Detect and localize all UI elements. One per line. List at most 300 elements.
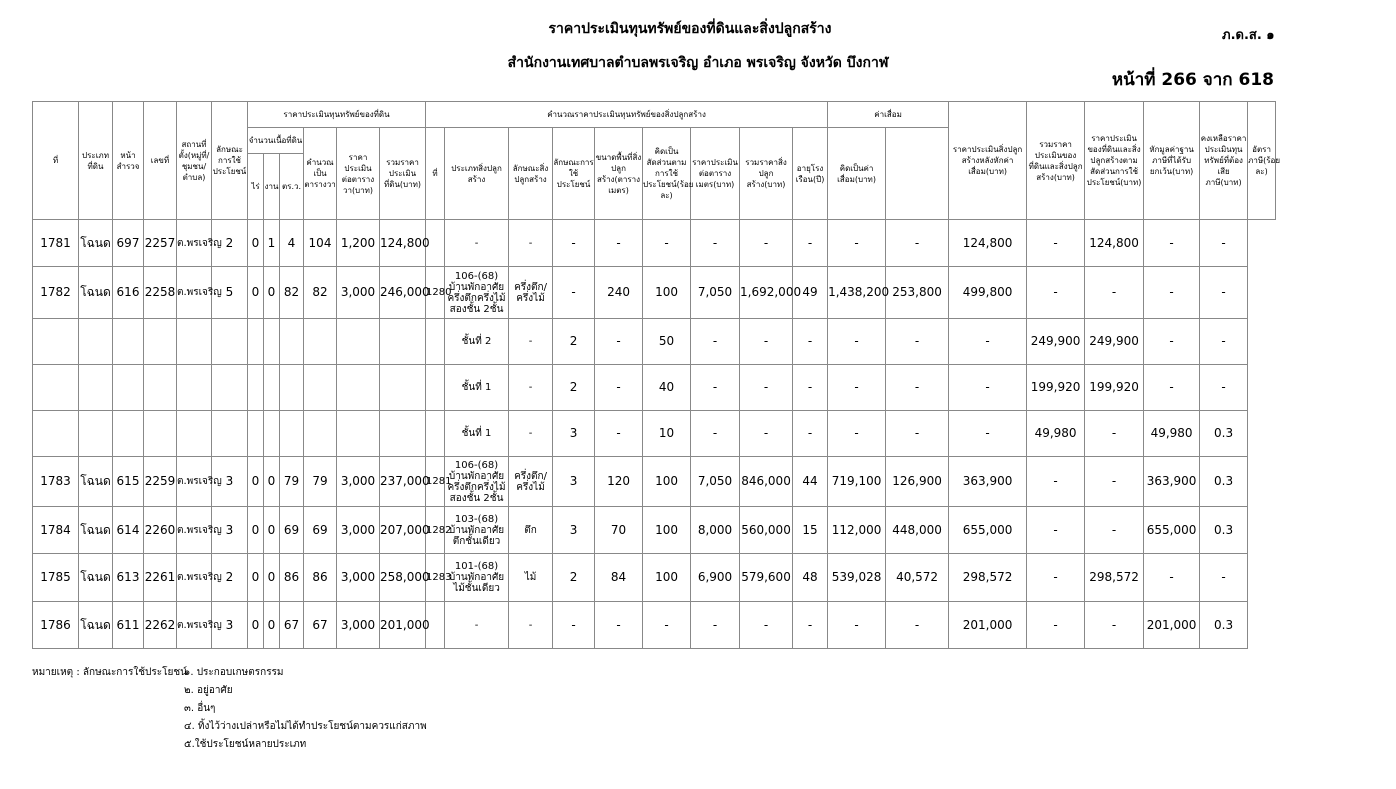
cell-land-total (380, 319, 426, 365)
cell-ngan: 0 (264, 602, 280, 649)
cell-sum-total: - (949, 319, 1027, 365)
cell-rai: 0 (248, 507, 264, 554)
cell-b-usage: 2 (553, 365, 595, 411)
cell-area-sqwa: 104 (304, 220, 337, 267)
cell-wa: 4 (280, 220, 304, 267)
cell-b-usage: - (553, 602, 595, 649)
cell-taxable: 49,980 (1144, 411, 1200, 457)
note-item-3: ๓. อื่นๆ (184, 703, 216, 714)
cell-wa (280, 319, 304, 365)
cell-rai (248, 319, 264, 365)
cell-sum-total: 201,000 (949, 602, 1027, 649)
cell-b-age: - (793, 411, 828, 457)
assessment-table (32, 101, 1281, 649)
cell-b-type: ชั้นที่ 1 (445, 411, 509, 457)
cell-b-type: 106-(68) บ้านพักอาศัยครึ่งตึกครึ่งไม้สองชั้น 2ชั้น (445, 457, 509, 507)
cell-b-dep: - (828, 319, 886, 365)
cell-tax-rate: - (1200, 319, 1248, 365)
cell-location: ต.พรเจริญ (177, 267, 212, 319)
cell-usage: 2 (212, 554, 248, 602)
cell-land-type (79, 411, 113, 457)
cell-b-pct: 10 (643, 411, 691, 457)
cell-wa: 82 (280, 267, 304, 319)
cell-b-type: 106-(68) บ้านพักอาศัยครึ่งตึกครึ่งไม้สองชั้น 2ชั้น (445, 267, 509, 319)
cell-b-price-sqm: - (691, 602, 740, 649)
cell-b-no (426, 319, 445, 365)
cell-doc-no: 2259 (144, 457, 177, 507)
cell-price-sqwa: 3,000 (337, 554, 380, 602)
cell-taxable: - (1144, 267, 1200, 319)
cell-price-sqwa (337, 319, 380, 365)
cell-b-age: 44 (793, 457, 828, 507)
cell-b-age: 48 (793, 554, 828, 602)
document-title: ราคาประเมินทุนทรัพย์ของที่ดินและสิ่งปลูกสร้าง (548, 21, 832, 37)
note-item-2: ๒. อยู่อาศัย (184, 685, 233, 696)
cell-no: 1785 (33, 554, 79, 602)
cell-land-total: 201,000 (380, 602, 426, 649)
note-item-5: ๕.ใช้ประโยชน์หลายประเภท (184, 739, 307, 750)
form-code: ภ.ด.ส. ๑ (1222, 28, 1275, 43)
cell-tax-rate: 0.3 (1200, 507, 1248, 554)
cell-b-dep: 112,000 (828, 507, 886, 554)
cell-sum-total: 124,800 (949, 220, 1027, 267)
cell-b-total: 560,000 (740, 507, 793, 554)
cell-b-no: 1282 (426, 507, 445, 554)
cell-no: 1784 (33, 507, 79, 554)
cell-usage: 3 (212, 507, 248, 554)
cell-survey-page: 616 (113, 267, 144, 319)
cell-b-total: - (740, 220, 793, 267)
cell-location: ต.พรเจริญ (177, 507, 212, 554)
cell-b-area: 70 (595, 507, 643, 554)
cell-no (33, 365, 79, 411)
col-building-usage: ลักษณะการใช้ประโยชน์ (553, 128, 595, 220)
cell-taxable: - (1144, 554, 1200, 602)
cell-b-price-sqm: 8,000 (691, 507, 740, 554)
cell-b-dep: - (828, 365, 886, 411)
cell-b-type: ชั้นที่ 1 (445, 365, 509, 411)
cell-no (33, 411, 79, 457)
cell-doc-no: 2261 (144, 554, 177, 602)
cell-b-usage: 3 (553, 457, 595, 507)
col-building-net: ราคาประเมินสิ่งปลูกสร้างหลังหักค่าเสื่อม(บาท) (949, 102, 1027, 220)
col-area-group: จำนวนเนื้อที่ดิน (248, 128, 304, 154)
cell-b-dep: - (828, 411, 886, 457)
cell-land-type (79, 319, 113, 365)
cell-b-no (426, 365, 445, 411)
cell-ngan: 0 (264, 507, 280, 554)
note-item-4: ๔. ทิ้งไว้ว่างเปล่าหรือไม่ได้ทำประโยชน์ตามควรแก่สภาพ (184, 721, 427, 732)
cell-no: 1783 (33, 457, 79, 507)
cell-b-kind: - (509, 411, 553, 457)
cell-location: ต.พรเจริญ (177, 457, 212, 507)
cell-area-sqwa (304, 319, 337, 365)
notes-label: หมายเหตุ : ลักษณะการใช้ประโยชน์ (32, 667, 187, 678)
table-row (33, 319, 1276, 365)
cell-b-kind: - (509, 319, 553, 365)
cell-b-no: 1281 (426, 457, 445, 507)
cell-area-sqwa (304, 411, 337, 457)
cell-b-usage: 3 (553, 411, 595, 457)
cell-b-total: - (740, 602, 793, 649)
cell-prop-value: - (1027, 457, 1085, 507)
cell-tax-rate: - (1200, 554, 1248, 602)
cell-tax-rate: - (1200, 220, 1248, 267)
cell-b-usage: 3 (553, 507, 595, 554)
cell-b-kind: ไม้ (509, 554, 553, 602)
cell-b-pct: 50 (643, 319, 691, 365)
col-building-kind: ลักษณะสิ่งปลูกสร้าง (509, 128, 553, 220)
cell-b-type: - (445, 602, 509, 649)
cell-b-dep: - (828, 602, 886, 649)
cell-ngan: 1 (264, 220, 280, 267)
col-exempt: หักมูลค่าฐานภาษีที่ได้รับยกเว้น(บาท) (1144, 102, 1200, 220)
cell-land-type: โฉนด (79, 554, 113, 602)
cell-b-kind: - (509, 365, 553, 411)
table-row (33, 220, 1276, 267)
cell-tax-rate: - (1200, 365, 1248, 411)
cell-area-sqwa: 79 (304, 457, 337, 507)
cell-area-sqwa: 67 (304, 602, 337, 649)
col-building-age: อายุโรงเรือน(ปี) (793, 128, 828, 220)
col-building-group: คำนวณราคาประเมินทุนทรัพย์ของสิ่งปลูกสร้าง (426, 102, 828, 128)
cell-tax-rate: - (1200, 267, 1248, 319)
cell-b-age: - (793, 220, 828, 267)
cell-b-type: 103-(68) บ้านพักอาศัยตึกชั้นเดียว (445, 507, 509, 554)
cell-b-price-sqm: - (691, 319, 740, 365)
cell-sum-total: 655,000 (949, 507, 1027, 554)
cell-rai: 0 (248, 602, 264, 649)
cell-ngan (264, 411, 280, 457)
cell-b-no: 1280 (426, 267, 445, 319)
cell-ngan (264, 365, 280, 411)
cell-b-total: - (740, 411, 793, 457)
col-survey-page: หน้าสำรวจ (113, 102, 144, 220)
cell-wa: 69 (280, 507, 304, 554)
cell-b-age: - (793, 319, 828, 365)
cell-b-pct: 100 (643, 267, 691, 319)
cell-b-total: 579,600 (740, 554, 793, 602)
cell-survey-page (113, 319, 144, 365)
cell-wa: 79 (280, 457, 304, 507)
cell-survey-page: 697 (113, 220, 144, 267)
cell-b-dep: 539,028 (828, 554, 886, 602)
col-tax-rate: อัตราภาษี(ร้อยละ) (1248, 102, 1276, 220)
table-row (33, 457, 1276, 507)
cell-b-kind: ครึ่งตึก/ครึ่งไม้ (509, 267, 553, 319)
col-building-price-sqm: ราคาประเมินต่อตารางเมตร(บาท) (691, 128, 740, 220)
cell-usage (212, 319, 248, 365)
cell-area-sqwa: 69 (304, 507, 337, 554)
cell-wa: 86 (280, 554, 304, 602)
cell-doc-no (144, 319, 177, 365)
table-row (33, 411, 1276, 457)
cell-b-dep: - (828, 220, 886, 267)
cell-location (177, 411, 212, 457)
col-land-total: รวมราคาประเมินที่ดิน(บาท) (380, 128, 426, 220)
cell-b-total: - (740, 365, 793, 411)
col-taxable: คงเหลือราคาประเมินทุนทรัพย์ที่ต้องเสียภาษี(บาท) (1200, 102, 1248, 220)
cell-rai: 0 (248, 267, 264, 319)
cell-b-age: 15 (793, 507, 828, 554)
cell-b-area: 120 (595, 457, 643, 507)
cell-sum-total: 363,900 (949, 457, 1027, 507)
cell-area-sqwa: 82 (304, 267, 337, 319)
cell-exempt: - (1085, 602, 1144, 649)
cell-tax-rate: 0.3 (1200, 602, 1248, 649)
cell-rai: 0 (248, 457, 264, 507)
cell-price-sqwa (337, 365, 380, 411)
cell-wa (280, 411, 304, 457)
col-building-pct: คิดเป็นสัดส่วนตามการใช้ประโยชน์(ร้อยละ) (643, 128, 691, 220)
table-row (33, 554, 1276, 602)
cell-survey-page (113, 411, 144, 457)
cell-land-type: โฉนด (79, 602, 113, 649)
cell-survey-page: 614 (113, 507, 144, 554)
cell-taxable: - (1144, 220, 1200, 267)
col-rai: ไร่ (248, 154, 264, 220)
cell-b-type: ชั้นที่ 2 (445, 319, 509, 365)
cell-exempt: - (1085, 411, 1144, 457)
cell-location: ต.พรเจริญ (177, 602, 212, 649)
cell-land-total (380, 365, 426, 411)
cell-b-area: - (595, 220, 643, 267)
col-land-type: ประเภทที่ดิน (79, 102, 113, 220)
cell-b-net: - (886, 220, 949, 267)
cell-no (33, 319, 79, 365)
cell-tax-rate: 0.3 (1200, 457, 1248, 507)
cell-b-age: 49 (793, 267, 828, 319)
cell-ngan: 0 (264, 457, 280, 507)
cell-b-kind: ตึก (509, 507, 553, 554)
cell-b-age: - (793, 365, 828, 411)
cell-sum-total: - (949, 411, 1027, 457)
cell-no: 1782 (33, 267, 79, 319)
cell-prop-value: - (1027, 602, 1085, 649)
cell-b-net: 448,000 (886, 507, 949, 554)
cell-sum-total: 298,572 (949, 554, 1027, 602)
cell-b-no: 1283 (426, 554, 445, 602)
cell-area-sqwa: 86 (304, 554, 337, 602)
cell-land-type: โฉนด (79, 457, 113, 507)
cell-b-net: 126,900 (886, 457, 949, 507)
cell-b-net: 40,572 (886, 554, 949, 602)
cell-price-sqwa: 3,000 (337, 602, 380, 649)
col-sum-total: รวมราคาประเมินของที่ดินและสิ่งปลูกสร้าง(บาท) (1027, 102, 1085, 220)
cell-b-price-sqm: - (691, 365, 740, 411)
cell-b-net: 253,800 (886, 267, 949, 319)
cell-usage: 3 (212, 602, 248, 649)
col-depreciation-group: ค่าเสื่อม (828, 102, 949, 128)
cell-exempt: 298,572 (1085, 554, 1144, 602)
cell-b-area: 84 (595, 554, 643, 602)
cell-survey-page (113, 365, 144, 411)
cell-land-type: โฉนด (79, 220, 113, 267)
cell-land-type: โฉนด (79, 507, 113, 554)
cell-exempt: 199,920 (1085, 365, 1144, 411)
cell-doc-no: 2262 (144, 602, 177, 649)
col-building-area: ขนาดพื้นที่สิ่งปลูกสร้าง(ตารางเมตร) (595, 128, 643, 220)
table-body (33, 220, 1276, 649)
cell-land-total (380, 411, 426, 457)
cell-b-age: - (793, 602, 828, 649)
table-row (33, 507, 1276, 554)
cell-b-kind: ครึ่งตึก/ครึ่งไม้ (509, 457, 553, 507)
cell-b-type: - (445, 220, 509, 267)
cell-wa (280, 365, 304, 411)
table-row (33, 602, 1276, 649)
cell-exempt: - (1085, 507, 1144, 554)
cell-exempt: 249,900 (1085, 319, 1144, 365)
cell-taxable: 201,000 (1144, 602, 1200, 649)
cell-doc-no: 2260 (144, 507, 177, 554)
cell-b-usage: - (553, 267, 595, 319)
cell-b-pct: 40 (643, 365, 691, 411)
cell-b-usage: 2 (553, 319, 595, 365)
cell-exempt: - (1085, 457, 1144, 507)
cell-b-total: - (740, 319, 793, 365)
cell-land-total: 124,800 (380, 220, 426, 267)
cell-b-area: - (595, 602, 643, 649)
cell-usage: 5 (212, 267, 248, 319)
col-price-sqwa: ราคาประเมินต่อตารางวา(บาท) (337, 128, 380, 220)
cell-b-net: - (886, 602, 949, 649)
cell-b-net: - (886, 411, 949, 457)
cell-rai: 0 (248, 554, 264, 602)
cell-b-price-sqm: 7,050 (691, 267, 740, 319)
cell-doc-no (144, 365, 177, 411)
cell-land-total: 246,000 (380, 267, 426, 319)
cell-taxable: 655,000 (1144, 507, 1200, 554)
note-item-1: ๑. ประกอบเกษตรกรรม (184, 667, 284, 678)
cell-exempt: 124,800 (1085, 220, 1144, 267)
cell-survey-page: 611 (113, 602, 144, 649)
cell-b-price-sqm: 6,900 (691, 554, 740, 602)
cell-b-net: - (886, 319, 949, 365)
cell-land-type (79, 365, 113, 411)
cell-no: 1781 (33, 220, 79, 267)
cell-b-dep: 1,438,200 (828, 267, 886, 319)
col-building-depreciation: คิดเป็นค่าเสื่อม(บาท) (828, 128, 886, 220)
cell-b-area: 240 (595, 267, 643, 319)
cell-prop-value: - (1027, 267, 1085, 319)
cell-b-usage: - (553, 220, 595, 267)
cell-b-area: - (595, 319, 643, 365)
cell-rai: 0 (248, 220, 264, 267)
cell-b-pct: 100 (643, 457, 691, 507)
cell-b-total: 1,692,000 (740, 267, 793, 319)
col-usage: ลักษณะการใช้ประโยชน์ (212, 102, 248, 220)
cell-b-dep: 719,100 (828, 457, 886, 507)
page-info: หน้าที่ 266 จาก 618 (1111, 70, 1274, 90)
cell-b-kind: - (509, 602, 553, 649)
cell-b-net: - (886, 365, 949, 411)
cell-land-total: 237,000 (380, 457, 426, 507)
cell-b-no (426, 411, 445, 457)
cell-price-sqwa: 3,000 (337, 457, 380, 507)
cell-usage (212, 365, 248, 411)
col-location: สถานที่ตั้ง(หมู่ที่/ชุมชน/ตำบล) (177, 102, 212, 220)
cell-b-pct: - (643, 220, 691, 267)
cell-price-sqwa (337, 411, 380, 457)
table-row (33, 365, 1276, 411)
cell-land-type: โฉนด (79, 267, 113, 319)
cell-land-total: 207,000 (380, 507, 426, 554)
col-no: ที่ (33, 102, 79, 220)
cell-no: 1786 (33, 602, 79, 649)
cell-b-type: 101-(68) บ้านพักอาศัยไม้ชั้นเดียว (445, 554, 509, 602)
cell-prop-value: 199,920 (1027, 365, 1085, 411)
cell-doc-no: 2257 (144, 220, 177, 267)
col-proportional-value: ราคาประเมินของที่ดินและสิ่งปลูกสร้างตามสัดส่วนการใช้ประโยชน์(บาท) (1085, 102, 1144, 220)
cell-ngan: 0 (264, 267, 280, 319)
cell-ngan (264, 319, 280, 365)
cell-usage (212, 411, 248, 457)
cell-wa: 67 (280, 602, 304, 649)
col-land-group: ราคาประเมินทุนทรัพย์ของที่ดิน (248, 102, 426, 128)
col-ngan: งาน (264, 154, 280, 220)
col-doc-no: เลขที่ (144, 102, 177, 220)
cell-b-kind: - (509, 220, 553, 267)
cell-area-sqwa (304, 365, 337, 411)
cell-sum-total: 499,800 (949, 267, 1027, 319)
cell-prop-value: - (1027, 220, 1085, 267)
cell-b-price-sqm: - (691, 411, 740, 457)
cell-exempt: - (1085, 267, 1144, 319)
cell-survey-page: 613 (113, 554, 144, 602)
cell-ngan: 0 (264, 554, 280, 602)
col-building-total: รวมราคาสิ่งปลูกสร้าง(บาท) (740, 128, 793, 220)
cell-taxable: 363,900 (1144, 457, 1200, 507)
cell-usage: 3 (212, 457, 248, 507)
cell-b-pct: - (643, 602, 691, 649)
cell-b-pct: 100 (643, 554, 691, 602)
cell-taxable: - (1144, 319, 1200, 365)
col-area-sqwa: คำนวณเป็นตารางวา (304, 128, 337, 220)
col-wa: ตร.ว. (280, 154, 304, 220)
cell-price-sqwa: 3,000 (337, 267, 380, 319)
cell-prop-value: - (1027, 554, 1085, 602)
table-row (33, 267, 1276, 319)
cell-prop-value: 249,900 (1027, 319, 1085, 365)
cell-location (177, 319, 212, 365)
cell-location (177, 365, 212, 411)
cell-b-area: - (595, 411, 643, 457)
cell-rai (248, 365, 264, 411)
cell-doc-no: 2258 (144, 267, 177, 319)
cell-b-price-sqm: - (691, 220, 740, 267)
cell-sum-total: - (949, 365, 1027, 411)
cell-doc-no (144, 411, 177, 457)
cell-tax-rate: 0.3 (1200, 411, 1248, 457)
cell-b-total: 846,000 (740, 457, 793, 507)
cell-location: ต.พรเจริญ (177, 554, 212, 602)
cell-price-sqwa: 3,000 (337, 507, 380, 554)
cell-rai (248, 411, 264, 457)
cell-b-area: - (595, 365, 643, 411)
cell-b-usage: 2 (553, 554, 595, 602)
cell-taxable: - (1144, 365, 1200, 411)
cell-b-price-sqm: 7,050 (691, 457, 740, 507)
document-subtitle: สำนักงานเทศบาลตำบลพรเจริญ อำเภอ พรเจริญ จังหวัด บึงกาฬ (507, 55, 889, 71)
cell-b-pct: 100 (643, 507, 691, 554)
cell-usage: 2 (212, 220, 248, 267)
cell-location: ต.พรเจริญ (177, 220, 212, 267)
cell-price-sqwa: 1,200 (337, 220, 380, 267)
col-building-no: ที่ (426, 128, 445, 220)
cell-survey-page: 615 (113, 457, 144, 507)
cell-land-total: 258,000 (380, 554, 426, 602)
